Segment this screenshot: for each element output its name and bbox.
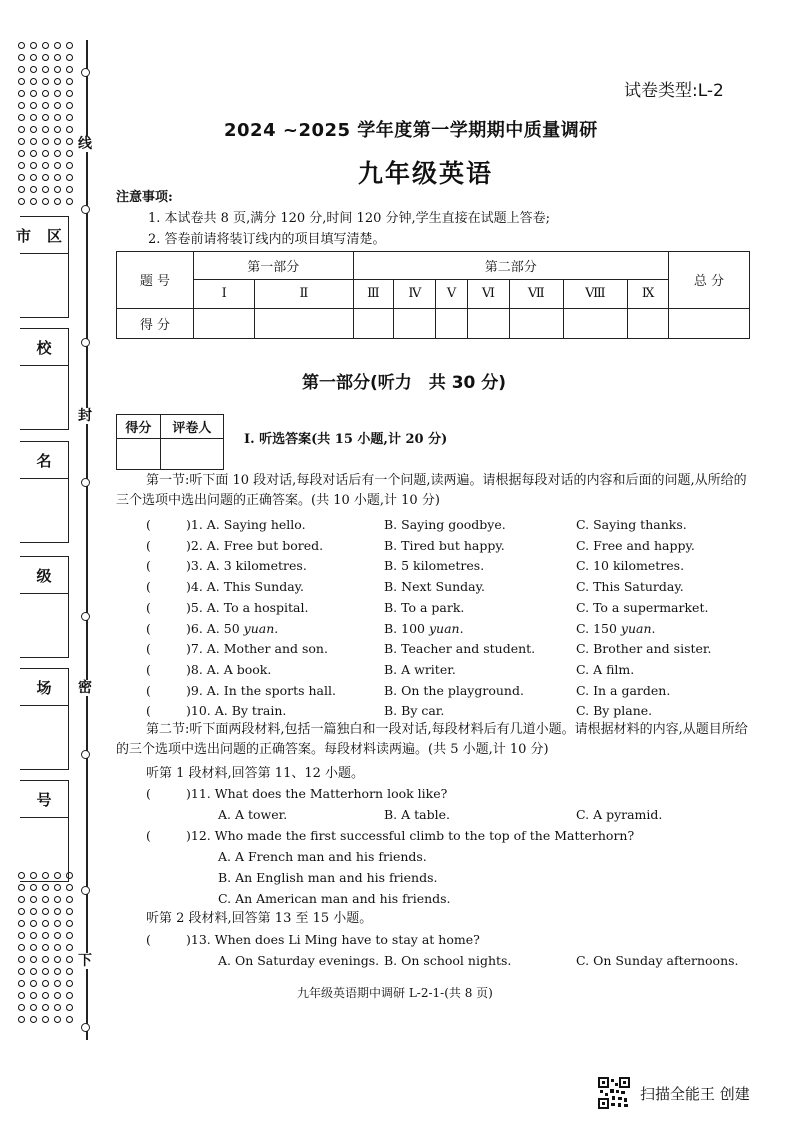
answer-paren[interactable]: ( [146, 599, 151, 615]
grader-name-label: 评卷人 [160, 415, 223, 439]
ring-hole [54, 78, 61, 85]
grader-name-cell[interactable] [160, 439, 223, 470]
paper-type: 试卷类型:L-2 [624, 81, 724, 101]
field-district [16, 216, 69, 318]
grader-table [116, 414, 224, 470]
total-cell[interactable] [669, 308, 750, 338]
answer-paren[interactable]: ( [146, 620, 151, 636]
ring-hole [54, 150, 61, 157]
ring-hole [54, 896, 61, 903]
ring-hole [66, 992, 73, 999]
ring-hole [18, 114, 25, 121]
question-row [146, 703, 653, 719]
question-row [146, 599, 709, 615]
ring-hole [30, 114, 37, 121]
option-c: C. Brother and sister. [576, 641, 712, 657]
ring-hole [30, 908, 37, 915]
subsection1-instructions: 第一节:听下面 10 段对话,每段对话后有一个问题,读两遍。请根据每段对话的内容和后面的问题,从所给的三个选项中选出问题的正确答案。(共 10 小题,计 10 分) [116, 473, 747, 508]
ring-hole [18, 90, 25, 97]
q13-option-c: C. On Sunday afternoons. [576, 953, 739, 968]
ring-hole [30, 920, 37, 927]
ring-hole [66, 78, 73, 85]
binding-char-xia: 下 [78, 953, 92, 969]
q12-stem: )12. Who made the first successful climb to the top of the Matterhorn? [186, 828, 635, 843]
answer-paren[interactable]: ( [146, 932, 151, 947]
ring-hole [18, 78, 25, 85]
ring-hole [66, 102, 73, 109]
label-school: 校 [36, 338, 52, 357]
ring-hole [66, 174, 73, 181]
score-cell[interactable] [436, 308, 467, 338]
score-cell[interactable] [194, 308, 255, 338]
ring-hole [66, 150, 73, 157]
option-b: B. Next Sunday. [384, 579, 486, 595]
ring-hole [42, 126, 49, 133]
col-3: Ⅲ [353, 280, 394, 308]
option-c: C. A film. [576, 661, 635, 677]
ring-hole [42, 1016, 49, 1023]
ring-hole [18, 174, 25, 181]
col-6: Ⅵ [467, 280, 509, 308]
q12-option-a: A. A French man and his friends. [218, 849, 427, 864]
grader-score-cell[interactable] [117, 439, 161, 470]
label-name: 名 [36, 451, 52, 470]
ring-hole [66, 896, 73, 903]
option-a: )10. A. By train. [186, 703, 287, 719]
option-a: )6. A. 50 yuan. [186, 620, 279, 636]
binding-circle [81, 205, 90, 214]
answer-paren[interactable]: ( [146, 682, 151, 698]
ring-hole [30, 980, 37, 987]
ring-hole [30, 150, 37, 157]
field-room [20, 668, 69, 770]
material2-heading: 听第 2 段材料,回答第 13 至 15 小题。 [146, 911, 373, 926]
q13-option-b: B. On school nights. [384, 953, 512, 968]
ring-hole [42, 138, 49, 145]
ring-hole [18, 920, 25, 927]
option-a: )3. A. 3 kilometres. [186, 558, 307, 574]
option-a: )7. A. Mother and son. [186, 641, 328, 657]
qr-code-icon [598, 1077, 630, 1109]
ring-hole [66, 66, 73, 73]
number-blank[interactable] [20, 818, 68, 881]
ring-hole [30, 1016, 37, 1023]
ring-hole [42, 920, 49, 927]
ring-hole [18, 126, 25, 133]
ring-hole [42, 956, 49, 963]
ring-hole [30, 186, 37, 193]
row-label-question: 题 号 [117, 252, 194, 309]
answer-paren[interactable]: ( [146, 661, 151, 677]
score-table [116, 251, 750, 339]
ring-hole [42, 162, 49, 169]
option-c: C. Free and happy. [576, 537, 695, 553]
material1-heading: 听第 1 段材料,回答第 11、12 小题。 [146, 766, 365, 781]
question-11 [146, 786, 448, 801]
ring-hole [66, 932, 73, 939]
ring-hole [66, 920, 73, 927]
option-a: )2. A. Free but bored. [186, 537, 324, 553]
option-c: C. Saying thanks. [576, 517, 687, 532]
answer-paren[interactable]: ( [146, 579, 151, 595]
ring-hole [54, 932, 61, 939]
label-district: 区 [46, 226, 62, 245]
ring-hole [30, 956, 37, 963]
ring-hole [30, 992, 37, 999]
col-8: Ⅷ [563, 280, 628, 308]
answer-paren[interactable]: ( [146, 517, 151, 532]
binding-circle [81, 612, 90, 621]
subject-title: 九年级英语 [358, 159, 494, 188]
binding-circle [81, 338, 90, 347]
ring-hole [42, 932, 49, 939]
ring-hole [30, 162, 37, 169]
cut-char: 市 [16, 226, 32, 245]
ring-hole [66, 1004, 73, 1011]
option-c: C. 150 yuan. [576, 620, 656, 636]
ring-hole [30, 884, 37, 891]
ring-hole [54, 884, 61, 891]
q12-option-c: C. An American man and his friends. [218, 891, 451, 906]
ring-hole [18, 944, 25, 951]
ring-hole [54, 90, 61, 97]
ring-hole [66, 956, 73, 963]
ring-hole [66, 980, 73, 987]
ring-hole [42, 944, 49, 951]
ring-hole [30, 102, 37, 109]
ring-hole [66, 114, 73, 121]
header-part2: 第二部分 [353, 252, 668, 280]
ring-hole [18, 150, 25, 157]
grader-score-label: 得分 [117, 415, 161, 439]
ring-hole [18, 956, 25, 963]
option-c: C. By plane. [576, 703, 653, 719]
ring-hole [18, 102, 25, 109]
ring-hole [30, 78, 37, 85]
ring-hole [30, 138, 37, 145]
ring-hole [66, 968, 73, 975]
ring-hole [66, 54, 73, 61]
col-1: Ⅰ [194, 280, 255, 308]
ring-hole [30, 90, 37, 97]
ring-hole [54, 198, 61, 205]
field-number [20, 780, 69, 882]
notice-item: 2. 答卷前请将装订线内的项目填写清楚。 [148, 232, 386, 247]
ring-hole [42, 198, 49, 205]
ring-hole [54, 980, 61, 987]
ring-hole [42, 174, 49, 181]
option-c: C. To a supermarket. [576, 599, 709, 615]
ring-hole [66, 944, 73, 951]
score-cell[interactable] [394, 308, 436, 338]
ring-hole [30, 932, 37, 939]
ring-hole [54, 114, 61, 121]
scanner-watermark: 扫描全能王 创建 [640, 1085, 750, 1103]
question-row [146, 682, 671, 698]
option-a: )9. A. In the sports hall. [186, 682, 336, 698]
ring-hole [18, 896, 25, 903]
ring-hole [54, 908, 61, 915]
q13-option-a: A. On Saturday evenings. [218, 953, 380, 968]
ring-hole [18, 138, 25, 145]
ring-hole [54, 968, 61, 975]
field-school [20, 328, 69, 430]
room-blank[interactable] [20, 706, 68, 769]
q11-option-c: C. A pyramid. [576, 807, 663, 822]
ring-hole [18, 66, 25, 73]
ring-hole [42, 66, 49, 73]
ring-hole [18, 980, 25, 987]
ring-hole [18, 54, 25, 61]
ring-hole [66, 884, 73, 891]
col-5: Ⅴ [436, 280, 467, 308]
binding-circle [81, 750, 90, 759]
answer-paren[interactable]: ( [146, 558, 151, 574]
ring-hole [42, 54, 49, 61]
ring-hole [42, 150, 49, 157]
ring-hole [42, 90, 49, 97]
ring-hole [54, 42, 61, 49]
question-13 [146, 932, 480, 947]
district-blank[interactable] [20, 254, 68, 317]
ring-hole [66, 90, 73, 97]
section1-title: Ⅰ. 听选答案(共 15 小题,计 20 分) [244, 432, 448, 447]
ring-hole [42, 114, 49, 121]
col-4: Ⅳ [394, 280, 436, 308]
ring-hole [54, 138, 61, 145]
question-12 [146, 828, 635, 843]
ring-hole [54, 54, 61, 61]
col-7: Ⅶ [510, 280, 564, 308]
ring-hole [66, 186, 73, 193]
ring-hole [54, 1004, 61, 1011]
header-part1: 第一部分 [194, 252, 354, 280]
question-row [146, 579, 684, 595]
ring-hole [18, 186, 25, 193]
binding-char-xian: 线 [78, 136, 92, 152]
q11-option-b: B. A table. [384, 807, 450, 822]
ring-hole [30, 42, 37, 49]
binding-circle [81, 1023, 90, 1032]
subsection2-instructions: 第二节:听下面两段材料,包括一篇独白和一段对话,每段材料后有几道小题。请根据材料的内容,从题目所给的三个选项中选出问题的正确答案。每段材料读两遍。(共 5 小题,计 10 分) [116, 722, 748, 757]
option-b: B. 100 yuan. [384, 620, 464, 636]
option-b: B. By car. [384, 703, 445, 719]
binding-holes-top [18, 42, 75, 207]
ring-hole [18, 198, 25, 205]
option-a: )1. A. Saying hello. [186, 517, 306, 532]
ring-hole [66, 126, 73, 133]
row-label-score: 得 分 [117, 308, 194, 338]
binding-circle [81, 478, 90, 487]
notice-heading: 注意事项: [116, 190, 173, 205]
score-cell[interactable] [563, 308, 628, 338]
ring-hole [66, 1016, 73, 1023]
ring-hole [30, 66, 37, 73]
option-b: B. Saying goodbye. [384, 517, 506, 532]
ring-hole [42, 884, 49, 891]
header-total: 总 分 [669, 252, 750, 309]
ring-hole [30, 126, 37, 133]
ring-hole [54, 66, 61, 73]
option-a: )4. A. This Sunday. [186, 579, 305, 595]
question-row [146, 537, 695, 553]
field-class [20, 556, 69, 658]
ring-hole [66, 42, 73, 49]
ring-hole [18, 992, 25, 999]
ring-hole [66, 908, 73, 915]
ring-hole [54, 1016, 61, 1023]
col-9: Ⅸ [628, 280, 669, 308]
ring-hole [18, 968, 25, 975]
question-row [146, 517, 687, 532]
ring-hole [54, 920, 61, 927]
q13-stem: )13. When does Li Ming have to stay at home? [186, 932, 480, 947]
ring-hole [42, 896, 49, 903]
score-cell[interactable] [353, 308, 394, 338]
q11-option-a: A. A tower. [218, 807, 288, 822]
q12-option-b: B. An English man and his friends. [218, 870, 438, 885]
ring-hole [42, 908, 49, 915]
ring-hole [54, 162, 61, 169]
binding-circle [81, 886, 90, 895]
answer-paren[interactable]: ( [146, 703, 151, 719]
ring-hole [66, 138, 73, 145]
binding-char-mi: 密 [78, 680, 92, 696]
field-name [20, 441, 69, 543]
notice-item: 1. 本试卷共 8 页,满分 120 分,时间 120 分钟,学生直接在试题上答卷; [148, 211, 551, 226]
exam-title: 2024 ~2025 学年度第一学期期中质量调研 [224, 120, 598, 141]
option-b: B. Tired but happy. [384, 537, 505, 553]
option-b: B. To a park. [384, 599, 465, 615]
ring-hole [42, 186, 49, 193]
question-row [146, 558, 685, 574]
ring-hole [30, 968, 37, 975]
ring-hole [42, 1004, 49, 1011]
ring-hole [42, 42, 49, 49]
ring-hole [18, 162, 25, 169]
ring-hole [18, 1016, 25, 1023]
ring-hole [30, 54, 37, 61]
score-cell[interactable] [510, 308, 564, 338]
label-number: 号 [36, 790, 52, 809]
binding-holes-bottom [18, 872, 75, 1025]
option-b: B. On the playground. [384, 682, 524, 698]
ring-hole [54, 956, 61, 963]
name-blank[interactable] [20, 479, 68, 542]
q11-stem: )11. What does the Matterhorn look like? [186, 786, 448, 801]
ring-hole [42, 102, 49, 109]
ring-hole [30, 174, 37, 181]
answer-paren[interactable]: ( [146, 537, 151, 553]
option-a: )5. A. To a hospital. [186, 599, 309, 615]
ring-hole [66, 162, 73, 169]
score-cell[interactable] [255, 308, 353, 338]
label-class: 级 [36, 566, 52, 585]
ring-hole [30, 896, 37, 903]
col-2: Ⅱ [255, 280, 353, 308]
ring-hole [18, 1004, 25, 1011]
question-row [146, 620, 656, 636]
ring-hole [30, 944, 37, 951]
answer-paren[interactable]: ( [146, 786, 151, 801]
ring-hole [30, 1004, 37, 1011]
ring-hole [30, 198, 37, 205]
score-cell[interactable] [628, 308, 669, 338]
ring-hole [54, 186, 61, 193]
binding-circle [81, 68, 90, 77]
option-b: B. A writer. [384, 661, 456, 677]
option-c: C. 10 kilometres. [576, 558, 685, 574]
option-b: B. Teacher and student. [384, 641, 536, 657]
ring-hole [54, 126, 61, 133]
ring-hole [54, 992, 61, 999]
question-row [146, 661, 635, 677]
part1-title: 第一部分(听力 共 30 分) [302, 373, 507, 393]
option-c: C. In a garden. [576, 682, 671, 698]
school-blank[interactable] [20, 366, 68, 429]
ring-hole [18, 908, 25, 915]
page-footer: 九年级英语期中调研 L-2-1-(共 8 页) [297, 986, 493, 1000]
ring-hole [54, 174, 61, 181]
ring-hole [66, 198, 73, 205]
ring-hole [42, 980, 49, 987]
ring-hole [54, 102, 61, 109]
class-blank[interactable] [20, 594, 68, 657]
option-c: C. This Saturday. [576, 579, 684, 595]
score-cell[interactable] [467, 308, 509, 338]
ring-hole [18, 42, 25, 49]
ring-hole [18, 932, 25, 939]
option-a: )8. A. A book. [186, 661, 272, 677]
answer-paren[interactable]: ( [146, 828, 151, 843]
ring-hole [54, 944, 61, 951]
option-b: B. 5 kilometres. [384, 558, 485, 574]
answer-paren[interactable]: ( [146, 641, 151, 657]
ring-hole [18, 884, 25, 891]
label-room: 场 [36, 678, 52, 697]
ring-hole [42, 968, 49, 975]
binding-char-feng: 封 [78, 408, 92, 424]
question-row [146, 641, 712, 657]
ring-hole [42, 78, 49, 85]
ring-hole [42, 992, 49, 999]
